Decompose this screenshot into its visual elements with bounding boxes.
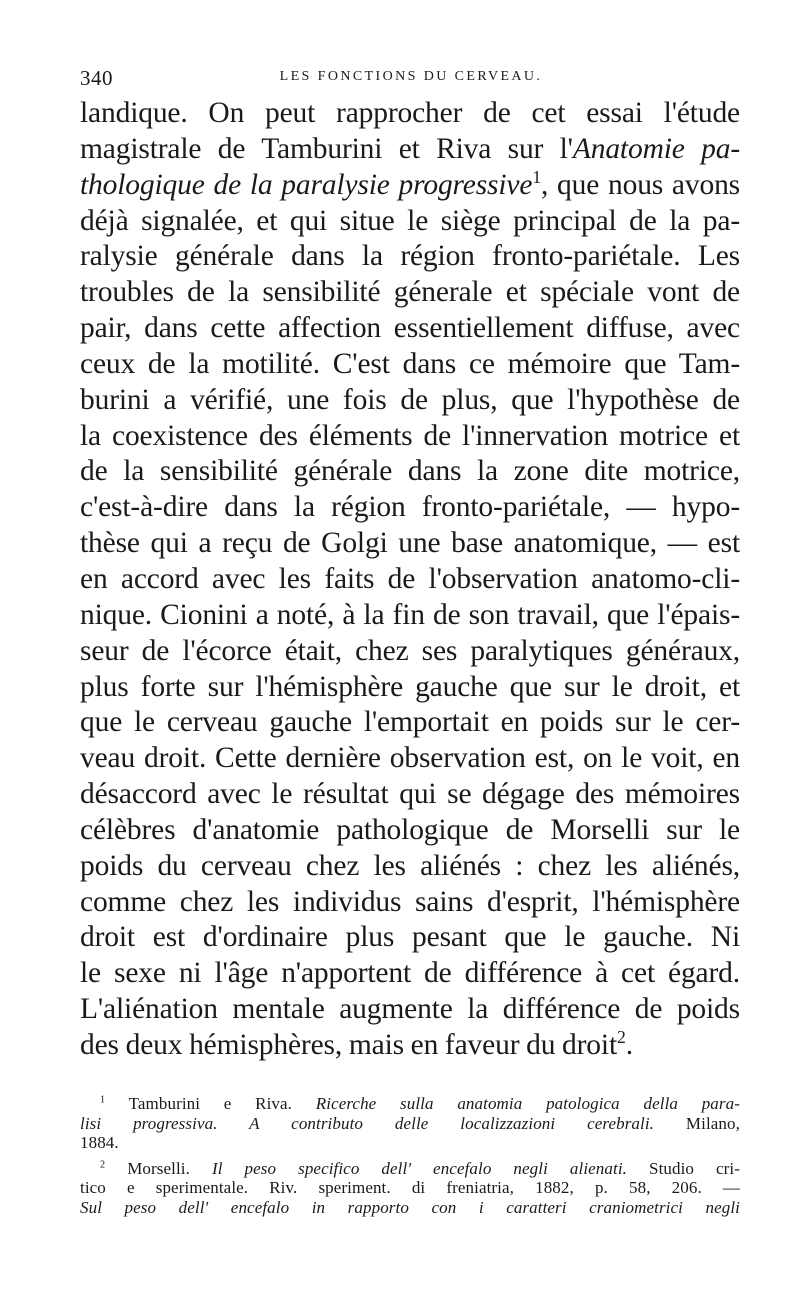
footnote-text: Morselli. <box>105 1158 212 1178</box>
footnote-line <box>80 1198 740 1218</box>
text-line: L'aliénation mentale augmente la différence de poids <box>80 993 740 1026</box>
text-line: thèse qui a reçu de Golgi une base anatomique, — est <box>80 527 740 560</box>
text-line: en accord avec les faits de l'observation anatomo-cli- <box>80 562 740 595</box>
text-line: ralysie générale dans la région fronto-pariétale. Les <box>80 240 740 273</box>
text-line: pair, dans cette affection essentiellement diffuse, avec <box>80 312 740 345</box>
text-line: c'est-à-dire dans la région fronto-pariétale, — hypo- <box>80 491 740 524</box>
footnote-title-italic: Ricerche sulla anatomia patologica della para- <box>315 1094 740 1113</box>
footnote-text: Milano, <box>654 1113 740 1133</box>
page-header <box>80 66 742 90</box>
text-line: célèbres d'anatomie pathologique de Morselli sur le <box>80 813 740 846</box>
text-line: seur de l'écorce était, chez ses paralytiques généraux, <box>80 634 740 667</box>
book-title-italic: Anatomie pa- <box>572 132 740 165</box>
text-line: la coexistence des éléments de l'innervation motrice et <box>80 419 740 452</box>
text-line: veau droit. Cette dernière observation est, on le voit, en <box>80 742 740 775</box>
footnote-title-italic: Sul peso dell' encefalo in rapporto con i caratteri craniometrici negli <box>80 1197 740 1217</box>
text-run: , que nous avons <box>541 168 740 201</box>
footnote-title-italic: Il peso specifico dell' encefalo negli alienati. <box>211 1158 628 1178</box>
running-title: LES FONCTIONS DU CERVEAU. <box>279 69 543 84</box>
text-line: landique. On peut rapprocher de cet essai l'étude <box>80 97 740 129</box>
footnote-ref-1: 1 <box>532 166 542 187</box>
footnote-2 <box>80 1159 740 1179</box>
text-line: de la sensibilité générale dans la zone dite motrice, <box>80 455 740 488</box>
main-paragraph <box>80 96 740 1064</box>
page-number: 340 <box>80 66 113 90</box>
footnote-marker: 2 <box>100 1158 106 1170</box>
book-title-italic: thologique de la paralysie progressive <box>80 168 533 201</box>
text-run: . <box>625 1028 633 1061</box>
footnotes <box>80 1094 740 1217</box>
text-line: que le cerveau gauche l'emportait en poids sur le cer- <box>80 706 740 739</box>
footnote-text: Studio cri- <box>627 1158 741 1178</box>
footnote-1 <box>80 1094 740 1114</box>
text-line: désaccord avec le résultat qui se dégage des mémoires <box>80 778 740 811</box>
text-line <box>80 132 740 168</box>
text-line <box>80 168 740 204</box>
text-line: droit est d'ordinaire plus pesant que le gauche. Ni <box>80 921 740 954</box>
text-line: ceux de la motilité. C'est dans ce mémoire que Tam- <box>80 347 740 380</box>
text-line: déjà signalée, et qui situe le siège principal de la pa- <box>80 204 740 237</box>
footnote-line <box>80 1114 740 1134</box>
text-line <box>80 1028 740 1064</box>
text-line: nique. Cionini a noté, à la fin de son travail, que l'épais- <box>80 598 740 631</box>
footnote-ref-2: 2 <box>616 1027 626 1048</box>
footnote-line: 1884. <box>80 1133 119 1152</box>
text-line: plus forte sur l'hémisphère gauche que sur le droit, et <box>80 670 740 703</box>
footnote-line: tico e sperimentale. Riv. speriment. di freniatria, 1882, p. 58, 206. — <box>80 1178 740 1197</box>
text-line: poids du cerveau chez les aliénés : chez les aliénés, <box>80 849 740 882</box>
footnote-text: Tamburini e Riva. <box>105 1094 316 1113</box>
text-line: le sexe ni l'âge n'apportent de différence à cet égard. <box>80 957 740 990</box>
text-run: des deux hémisphères, mais en faveur du droit <box>80 1028 617 1061</box>
footnote-marker: 1 <box>100 1094 106 1106</box>
footnote-title-italic: lisi progressiva. A contributo delle localizzazioni cerebrali. <box>80 1113 655 1133</box>
text-line: comme chez les individus sains d'esprit, l'hémisphère <box>80 885 740 918</box>
text-line: troubles de la sensibilité génerale et spéciale vont de <box>80 276 740 309</box>
text-line: burini a vérifié, une fois de plus, que l'hypothèse de <box>80 383 740 416</box>
text-run: magistrale de Tamburini et Riva sur l' <box>80 132 573 165</box>
